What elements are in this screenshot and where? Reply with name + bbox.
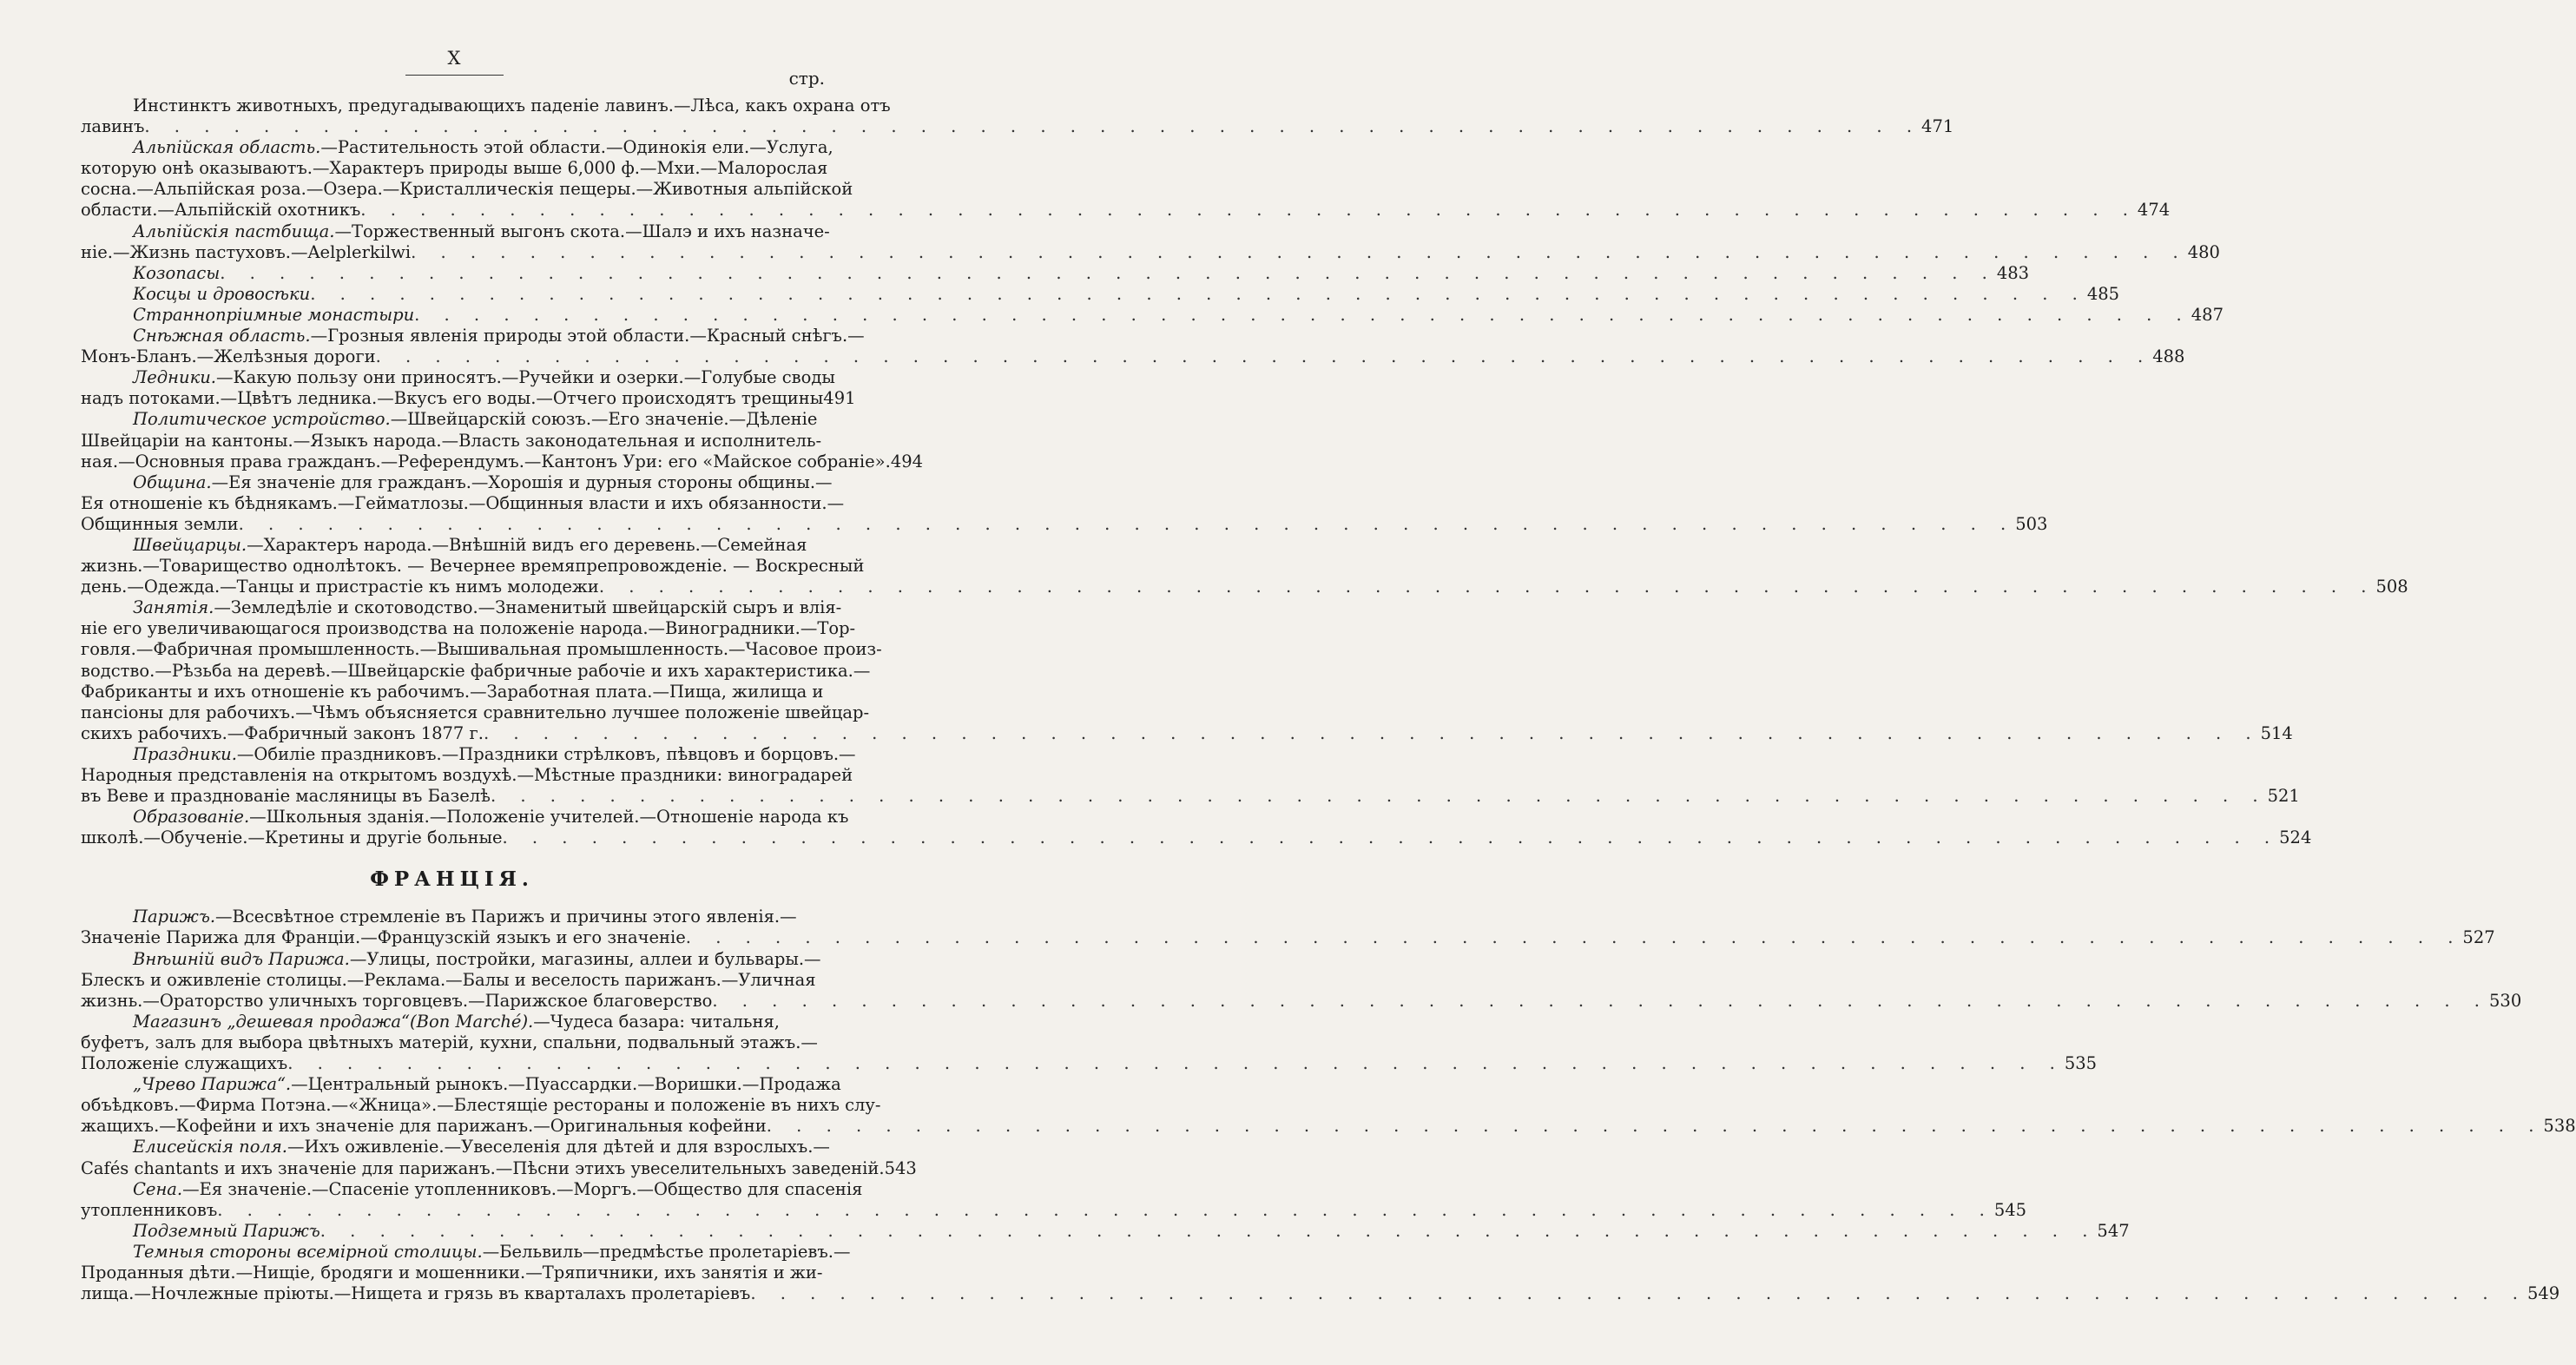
- toc-entry-line: [81, 1199, 2027, 1221]
- dot-leader: . . . . . . . . . . . . . . . . . . . . . . . . . . . . . . . . . . . . . . . . . . . . . . . . . . . . . . . . . . . .: [598, 577, 2376, 597]
- toc-entry-text: скихъ рабочихъ.—Фабричный законъ 1877 г.: [81, 722, 484, 743]
- toc-entry-title: Сена.: [133, 1178, 183, 1199]
- toc-page-number: 491: [823, 388, 856, 409]
- page-numeral: X: [447, 48, 462, 69]
- dot-leader: . . . . . . . . . . . . . . . . . . . . . . . . . . . . . . . . . . . . . . . . . . . . . . . . . . . . . . . . . . . .: [750, 1283, 2527, 1304]
- toc-entry-title: Образованіе.: [133, 807, 250, 828]
- toc-entry-line: [81, 786, 2300, 807]
- toc-entry-text: Положеніе служащихъ: [81, 1053, 288, 1074]
- toc-page-number: 527: [2462, 927, 2495, 948]
- toc-entry-text: утопленниковъ: [81, 1199, 218, 1220]
- toc-entry-text: —Обиліе праздниковъ.—Праздники стрѣлковъ, пѣвцовъ и борцовъ.—: [236, 743, 856, 764]
- toc-entry-line: [81, 765, 853, 786]
- toc-entry-line: [81, 556, 865, 577]
- toc-entry-line: [81, 1157, 917, 1179]
- toc-entry-title: Подземный Парижъ: [133, 1220, 320, 1241]
- toc-entry: [81, 471, 2048, 535]
- toc-entry: [81, 304, 2224, 326]
- dot-leader: . . . . . . . . . . . . . . . . . . . . . . . . . . . . . . . . . . . . . . . . . . . . . . . . . . . . . . . . . . . .: [360, 200, 2138, 221]
- toc-page-number: 474: [2137, 200, 2171, 221]
- toc-entry-text: —Чудеса базара: читальня,: [533, 1011, 780, 1032]
- toc-entry-line: [81, 970, 823, 991]
- toc-entry-line: [81, 597, 842, 618]
- toc-entry-title: Страннопріимные монастыри: [133, 304, 415, 325]
- header-rule: [405, 75, 504, 76]
- toc-entry: [81, 367, 856, 409]
- toc-entry-text: Народныя представленія на открытомъ воздухѣ.—Мѣстные праздники: виноградарей: [81, 765, 853, 785]
- toc-entry-text: Проданныя дѣти.—Нищіе, бродяги и мошенники.—Тряпичники, ихъ занятія и жи-: [81, 1262, 823, 1283]
- toc-entry-text: области.—Альпійскій охотникъ: [81, 200, 361, 221]
- toc-entry-text: надъ потоками.—Цвѣтъ ледника.—Вкусъ его воды.—Отчего происходятъ трещины: [81, 388, 824, 409]
- dot-leader: . . . . . . . . . . . . . . . . . . . . . . . . . . . . . . . . . . . . . . . . . . . . . . . . . . . . . . . . . . . .: [411, 241, 2188, 262]
- toc-entry-text: —Бельвиль—предмѣстье пролетаріевъ.—: [482, 1241, 851, 1262]
- toc-entry-title: Козопасы: [133, 262, 221, 283]
- toc-entry-text: —Ихъ оживленіе.—Увеселенія для дѣтей и для взрослыхъ.—: [287, 1137, 830, 1157]
- toc-entry-text: жизнь.—Товарищество однолѣтокъ. — Вечернее времяпрепровожденіе. — Воскресный: [81, 556, 865, 577]
- toc-entry-text: Фабриканты и ихъ отношеніе къ рабочимъ.—Заработная плата.—Пища, жилища и: [81, 681, 824, 702]
- toc-entry-title: Темныя стороны всемірной столицы.: [133, 1241, 483, 1262]
- section-heading: ФРАНЦІЯ.: [370, 867, 534, 892]
- dot-leader: . . . . . . . . . . . . . . . . . . . . . . . . . . . . . . . . . . . . . . . . . . . . . . . . . . . . . . . . . . . .: [220, 262, 1997, 283]
- toc-entry: [81, 1011, 2098, 1074]
- toc-page-number: 471: [1921, 116, 1954, 137]
- toc-entry-text: сосна.—Альпійская роза.—Озера.—Кристаллическія пещеры.—Животныя альпійской: [81, 179, 853, 200]
- toc-entry-text: школѣ.—Обученіе.—Кретины и другіе больные: [81, 828, 503, 848]
- toc-entry-title: Парижъ.: [133, 907, 216, 927]
- toc-entry-line: [81, 927, 2495, 948]
- toc-entry-line: [81, 431, 823, 452]
- toc-entry-text: говля.—Фабричная промышленность.—Вышивальная промышленность.—Часовое произ-: [81, 639, 882, 660]
- toc-entry-line: [81, 137, 833, 158]
- toc-entry: [81, 137, 2171, 221]
- toc-entry: [81, 907, 2495, 948]
- toc-entry-title: Община.: [133, 471, 212, 492]
- toc-page-number: 549: [2527, 1283, 2560, 1304]
- toc-page-number: 488: [2152, 346, 2185, 367]
- toc-entry-line: [81, 907, 823, 927]
- toc-entry-title: Альпійскія пастбища.: [133, 221, 335, 241]
- toc-page-number: 538: [2543, 1116, 2576, 1137]
- toc-entry: [81, 326, 2185, 367]
- toc-page-number: 487: [2191, 304, 2224, 325]
- toc-entry-line: [81, 535, 823, 556]
- toc-entry-title: „Чрево Парижа“.: [133, 1074, 292, 1095]
- toc-entry-title: Альпійская область.: [133, 137, 321, 158]
- toc-entry-text: —Всесвѣтное стремленіе въ Парижъ и причины этого явленія.—: [215, 907, 797, 927]
- toc-entry-line: [81, 451, 924, 472]
- toc-entry-text: день.—Одежда.—Танцы и пристрастіе къ нимъ молодежи: [81, 577, 599, 597]
- dot-leader: . . . . . . . . . . . . . . . . . . . . . . . . . . . . . . . . . . . . . . . . . . . . . . . . . . . . . . . . . . . .: [502, 828, 2280, 848]
- toc-entry-text: объѣдковъ.—Фирма Потэна.—«Жница».—Блестящіе рестораны и положеніе въ нихъ слу-: [81, 1095, 881, 1116]
- toc-entry-text: —Растительность этой области.—Одинокія ели.—Услуга,: [320, 137, 833, 158]
- toc-entry-line: [81, 367, 835, 388]
- toc-entry-text: —Ея значеніе.—Спасеніе утопленниковъ.—Моргъ.—Общество для спасенія: [182, 1178, 863, 1199]
- toc-entry-text: жизнь.—Ораторство уличныхъ торговцевъ.—Парижское благоверство: [81, 990, 713, 1011]
- toc-entry: [81, 1178, 2027, 1221]
- toc-entry-text: лища.—Ночлежные пріюты.—Нищета и грязь въ кварталахъ пролетаріевъ: [81, 1283, 751, 1304]
- dot-leader: . . . . . . . . . . . . . . . . . . . . . . . . . . . . . . . . . . . . . . . . . . . . . . . . . . . . . . . . . . . .: [144, 116, 1922, 137]
- toc-entry: [81, 743, 2300, 807]
- toc-entry-line: [81, 221, 830, 242]
- toc-entry-text: ная.—Основныя права гражданъ.—Референдумъ.—Кантонъ Ури: его «Майское собраніе».: [81, 451, 891, 471]
- toc-page-number: 521: [2267, 786, 2300, 807]
- toc-entry-line: [81, 200, 2171, 221]
- dot-leader: . . . . . . . . . . . . . . . . . . . . . . . . . . . . . . . . . . . . . . . . . . . . . . . . . . . . . . . . . . . .: [238, 513, 2016, 534]
- toc-entry-text: Блескъ и оживленіе столицы.—Реклама.—Балы и веселость парижанъ.—Уличная: [81, 969, 816, 990]
- toc-entry-text: Монъ-Бланъ.—Желѣзныя дороги: [81, 346, 376, 367]
- toc-entry: [81, 534, 2408, 597]
- toc-entry-text: Ея отношеніе къ бѣднякамъ.—Гейматлозы.—Общинныя власти и ихъ обязанности.—: [81, 492, 845, 513]
- toc-entry-text: —Характеръ народа.—Внѣшній видъ его деревень.—Семейная: [247, 534, 807, 555]
- toc-entry-line: [81, 346, 2185, 367]
- toc-entry-line: [81, 807, 849, 828]
- toc-entry-line: [81, 949, 823, 970]
- toc-page-number: 480: [2187, 241, 2220, 262]
- toc-entry-text: Cafés chantants и ихъ значеніе для парижанъ.—Пѣсни этихъ увеселительныхъ заведеній.: [81, 1157, 885, 1178]
- toc-entry-line: [81, 326, 865, 346]
- toc-entry-line: [81, 388, 856, 409]
- toc-entry-line: [81, 513, 2048, 535]
- toc-entry-text: ніе.—Жизнь пастуховъ.—Aelplerkilwi: [81, 241, 412, 262]
- toc-entry: [81, 1137, 917, 1178]
- toc-entry-line: [81, 743, 856, 765]
- dot-leader: . . . . . . . . . . . . . . . . . . . . . . . . . . . . . . . . . . . . . . . . . . . . . . . . . . . . . . . . . . . .: [483, 722, 2261, 743]
- dot-leader: . . . . . . . . . . . . . . . . . . . . . . . . . . . . . . . . . . . . . . . . . . . . . . . . . . . . . . . . . . . .: [375, 346, 2153, 367]
- toc-entry-line: [81, 577, 2408, 597]
- toc-entry-text: въ Веве и празднованіе масляницы въ Базелѣ: [81, 786, 491, 807]
- toc-entry-line: [81, 722, 2293, 744]
- toc-entry-text: Значеніе Парижа для Франціи.—Французскій языкъ и его значеніе: [81, 927, 686, 948]
- toc-entry-line: [81, 1283, 2560, 1304]
- toc-entry-text: —Какую пользу они приносятъ.—Ручейки и озерки.—Голубые своды: [215, 367, 835, 388]
- toc-entry-line: [81, 471, 833, 493]
- toc-entry-title: Внѣшній видъ Парижа.: [133, 948, 350, 969]
- toc-entry: [81, 262, 2030, 284]
- toc-entry-line: [81, 262, 2030, 284]
- toc-page-number: 494: [890, 451, 924, 471]
- toc-page-number: 514: [2260, 722, 2293, 743]
- page-column-label: стр.: [788, 68, 825, 89]
- toc-entry: [81, 597, 2293, 744]
- toc-entry-line: [81, 1053, 2098, 1074]
- toc-entry-text: Инстинктъ животныхъ, предугадывающихъ паденіе лавинъ.—Лѣса, какъ охрана отъ: [133, 96, 891, 115]
- toc-entry-line: [81, 1263, 823, 1283]
- toc-entry-line: [81, 158, 828, 179]
- toc-page-number: 535: [2064, 1053, 2098, 1074]
- toc-page-number: 530: [2489, 990, 2522, 1011]
- toc-entry-line: [81, 702, 870, 723]
- toc-entry-text: буфетъ, залъ для выбора цвѣтныхъ матерій, кухни, спальни, подвальный этажъ.—: [81, 1032, 818, 1052]
- toc-entry-text: ніе его увеличивающагося производства на положеніе народа.—Виноградники.—Тор-: [81, 618, 856, 639]
- toc-entry-line: [81, 1241, 851, 1263]
- toc-entry-text: жащихъ.—Кофейни и ихъ значеніе для парижанъ.—Оригинальныя кофейни: [81, 1116, 767, 1137]
- toc-entry-text: —Школьныя зданія.—Положеніе учителей.—Отношеніе народа къ: [249, 807, 849, 828]
- dot-leader: . . . . . . . . . . . . . . . . . . . . . . . . . . . . . . . . . . . . . . . . . . . . . . . . . . . . . . . . . . . .: [490, 786, 2268, 807]
- toc-entry-title: Магазинъ „дешевая продажа“(Bon Marché).: [133, 1011, 534, 1032]
- toc-entry-text: пансіоны для рабочихъ.—Чѣмъ объясняется сравнительно лучшее положеніе швейцар-: [81, 702, 870, 722]
- toc-entry-title: Елисейскія поля.: [133, 1137, 287, 1157]
- toc-entry: [81, 1241, 2560, 1304]
- toc-entry-line: [81, 96, 891, 116]
- toc-entry-text: —Торжественный выгонъ скота.—Шалэ и ихъ назначе-: [334, 221, 830, 241]
- toc-entry-line: [81, 1137, 830, 1157]
- toc-page-number: 508: [2375, 577, 2408, 597]
- toc-entry-text: —Центральный рынокъ.—Пуассардки.—Воришки.—Продажа: [291, 1074, 841, 1095]
- table-of-contents: [81, 96, 2576, 1304]
- toc-entry-text: водство.—Рѣзьба на деревѣ.—Швейцарскіе фабричные рабочіе и ихъ характеристика.—: [81, 660, 871, 681]
- toc-entry: [81, 221, 2220, 263]
- toc-entry-line: [81, 492, 845, 514]
- toc-entry-line: [81, 1178, 863, 1200]
- toc-entry-line: [81, 639, 882, 660]
- dot-leader: . . . . . . . . . . . . . . . . . . . . . . . . . . . . . . . . . . . . . . . . . . . . . . . . . . . . . . . . . . . .: [712, 990, 2489, 1011]
- toc-entry: [81, 96, 1954, 137]
- toc-entry-text: которую онѣ оказываютъ.—Характеръ природы выше 6,000 ф.—Мхи.—Малорослая: [81, 158, 828, 179]
- toc-entry-line: [81, 241, 2220, 263]
- toc-page-number: 503: [2015, 513, 2048, 534]
- toc-entry-line: [81, 682, 823, 702]
- dot-leader: . . . . . . . . . . . . . . . . . . . . . . . . . . . . . . . . . . . . . . . . . . . . . . . . . . . . . . . . . . . .: [414, 304, 2191, 325]
- toc-entry-line: [81, 1074, 841, 1095]
- toc-entry-line: [81, 283, 2120, 305]
- toc-entry: [81, 948, 2522, 1012]
- toc-entry-line: [81, 660, 871, 682]
- toc-entry-text: лавинъ: [81, 116, 145, 137]
- toc-entry-line: [81, 618, 856, 639]
- toc-entry-text: —Улицы, постройки, магазины, аллеи и бульвары.—: [349, 948, 821, 969]
- toc-entry-line: [81, 409, 823, 430]
- toc-entry-line: [81, 1220, 2130, 1242]
- toc-entry-title: Швейцарцы.: [133, 534, 247, 555]
- toc-entry-line: [81, 1032, 823, 1053]
- toc-entry-title: Ледники.: [133, 367, 216, 388]
- toc-section-france: [81, 907, 2576, 1304]
- toc-page-number: 543: [884, 1157, 917, 1178]
- dot-leader: . . . . . . . . . . . . . . . . . . . . . . . . . . . . . . . . . . . . . . . . . . . . . . . . . . . . . . . . . . . .: [287, 1053, 2065, 1074]
- toc-page-number: 547: [2097, 1220, 2130, 1241]
- toc-entry-text: —Грозныя явленія природы этой области.—Красный снѣгъ.—: [310, 326, 865, 346]
- toc-page-number: 485: [2086, 283, 2120, 304]
- toc-entry-text: Общинныя земли: [81, 513, 239, 534]
- toc-entry: [81, 283, 2120, 305]
- toc-entry-text: —Ея значеніе для гражданъ.—Хорошія и дурныя стороны общины.—: [211, 471, 833, 492]
- toc-entry-line: [81, 828, 2312, 848]
- toc-entry-text: —Земледѣліе и скотоводство.—Знаменитый швейцарскій сыръ и влія-: [214, 597, 842, 618]
- dot-leader: . . . . . . . . . . . . . . . . . . . . . . . . . . . . . . . . . . . . . . . . . . . . . . . . . . . . . . . . . . . .: [320, 1220, 2098, 1241]
- dot-leader: . . . . . . . . . . . . . . . . . . . . . . . . . . . . . . . . . . . . . . . . . . . . . . . . . . . . . . . . . . . .: [310, 283, 2087, 304]
- toc-entry-line: [81, 1095, 881, 1116]
- toc-entry-line: [81, 1116, 2576, 1137]
- toc-page-number: 483: [1996, 262, 2030, 283]
- toc-entry-title: Праздники.: [133, 743, 237, 764]
- toc-entry: [81, 807, 2312, 848]
- toc-section-switzerland: [81, 96, 2408, 848]
- toc-entry-line: [81, 304, 2224, 326]
- toc-entry: [81, 1220, 2130, 1242]
- toc-entry-text: Швейцаріи на кантоны.—Языкъ народа.—Власть законодательная и исполнитель-: [81, 430, 822, 451]
- toc-entry-title: Политическое устройство.: [133, 409, 391, 430]
- toc-page-number: 524: [2279, 828, 2312, 848]
- toc-entry-text: —Швейцарскій союзъ.—Его значеніе.—Дѣленіе: [390, 409, 818, 430]
- toc-entry-line: [81, 179, 853, 200]
- toc-entry-title: Занятія.: [133, 597, 214, 618]
- toc-entry-title: Снѣжная область.: [133, 326, 311, 346]
- dot-leader: . . . . . . . . . . . . . . . . . . . . . . . . . . . . . . . . . . . . . . . . . . . . . . . . . . . . . . . . . . . .: [685, 927, 2463, 948]
- toc-entry: [81, 409, 924, 471]
- toc-entry: [81, 1074, 2576, 1137]
- toc-entry-title: Косцы и дровосѣки: [133, 283, 311, 304]
- toc-entry-line: [81, 116, 1954, 137]
- toc-page-number: 545: [1993, 1199, 2027, 1220]
- toc-entry-line: [81, 990, 2522, 1012]
- toc-entry-line: [81, 1012, 823, 1032]
- dot-leader: . . . . . . . . . . . . . . . . . . . . . . . . . . . . . . . . . . . . . . . . . . . . . . . . . . . . . . . . . . . .: [217, 1199, 1994, 1220]
- dot-leader: . . . . . . . . . . . . . . . . . . . . . . . . . . . . . . . . . . . . . . . . . . . . . . . . . . . . . . . . . . . .: [766, 1116, 2544, 1137]
